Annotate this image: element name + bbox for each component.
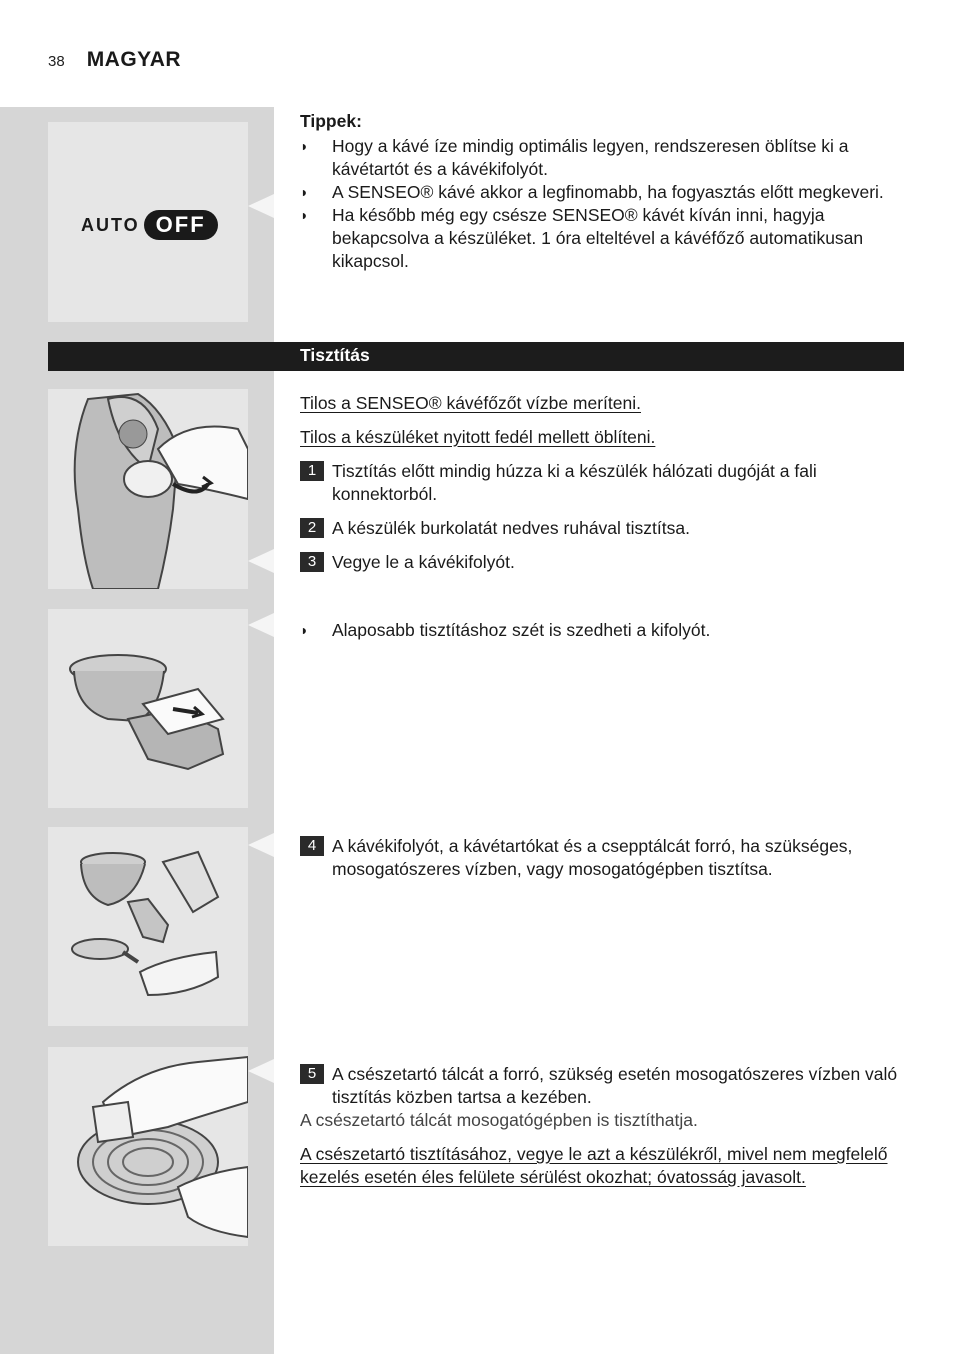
bullet-icon: ◗	[300, 184, 309, 200]
remove-spout-illustration	[48, 389, 248, 589]
tips-title: Tippek:	[300, 111, 362, 131]
list-item: ◗ Alaposabb tisztításhoz szét is szedheti a kifolyót.	[300, 620, 711, 640]
page-header	[48, 48, 181, 72]
step-5-block	[300, 1063, 910, 1189]
section-bar	[48, 342, 904, 371]
spout-icon	[48, 609, 248, 808]
tips-list	[300, 135, 910, 273]
warning-immerse: Tilos a SENSEO® kávéfőzőt vízbe meríteni.	[300, 393, 641, 413]
callout-pointer	[248, 1059, 274, 1083]
bullet-icon: ◗	[300, 622, 309, 638]
list-item: ◗ Hogy a kávé íze mindig optimális legyen, rendszeresen öblítse ki a kávétartót és a kávékifolyót.	[300, 136, 849, 179]
step-3: 3 Vegye le a kávékifolyót.	[300, 551, 910, 574]
step-number: 4	[300, 836, 324, 856]
step-1: 1 Tisztítás előtt mindig húzza ki a készülék hálózati dugóját a fali konnektorból.	[300, 460, 910, 506]
section-title: Tisztítás	[300, 345, 370, 365]
cleaning-section	[300, 392, 910, 574]
step-4-block	[300, 835, 910, 881]
coffee-parts-icon	[48, 827, 248, 1026]
list-item: ◗ Ha később még egy csésze SENSEO® kávét kíván inni, hagyja bekapcsolva a készüléket. 1 óra elteltével a kávéfőző automatikusan kikapcsol.	[300, 205, 864, 271]
cup-tray-illustration	[48, 1047, 248, 1246]
callout-pointer	[248, 549, 274, 573]
step-number: 1	[300, 461, 324, 481]
auto-off-logo	[81, 210, 218, 240]
step-number: 5	[300, 1064, 324, 1084]
section-language: MAGYAR	[86, 48, 182, 71]
step-number: 2	[300, 518, 324, 538]
auto-off-illustration	[48, 122, 248, 322]
page-number: 38	[48, 53, 65, 70]
step-number: 3	[300, 552, 324, 572]
coffee-machine-icon	[48, 389, 248, 589]
auto-label: AUTO	[81, 214, 140, 235]
warning-rinse: Tilos a készüléket nyitott fedél mellett öblíteni.	[300, 427, 656, 447]
parts-illustration	[48, 827, 248, 1026]
warning-cup-tray: A csészetartó tisztításához, vegye le azt a készülékről, mivel nem megfelelő kezelés esetén éles felülete sérülést okozhat; óvatosság javasolt.	[300, 1144, 888, 1187]
list-item: ◗ A SENSEO® kávé akkor a legfinomabb, ha fogyasztás előtt megkeveri.	[300, 182, 884, 202]
step-4: 4 A kávékifolyót, a kávétartókat és a csepptálcát forró, ha szükséges, mosogatószeres vízben, vagy mosogatógépben tisztítsa.	[300, 835, 910, 881]
bullet-icon: ◗	[300, 207, 309, 223]
dishwasher-note: A csészetartó tálcát mosogatógépben is tisztíthatja.	[300, 1110, 698, 1130]
spout-disassembly-illustration	[48, 609, 248, 808]
tips-section	[300, 110, 910, 273]
step-2: 2 A készülék burkolatát nedves ruhával tisztítsa.	[300, 517, 910, 540]
callout-pointer	[248, 194, 274, 218]
off-label: OFF	[144, 210, 218, 240]
step-5: 5 A csészetartó tálcát a forró, szükség esetén mosogatószeres vízben való tisztítás közben tartsa a kezében.	[300, 1063, 910, 1109]
spout-tip	[300, 619, 910, 642]
callout-pointer	[248, 613, 274, 637]
cup-tray-icon	[48, 1047, 248, 1246]
callout-pointer	[248, 833, 274, 857]
bullet-icon: ◗	[300, 138, 309, 154]
